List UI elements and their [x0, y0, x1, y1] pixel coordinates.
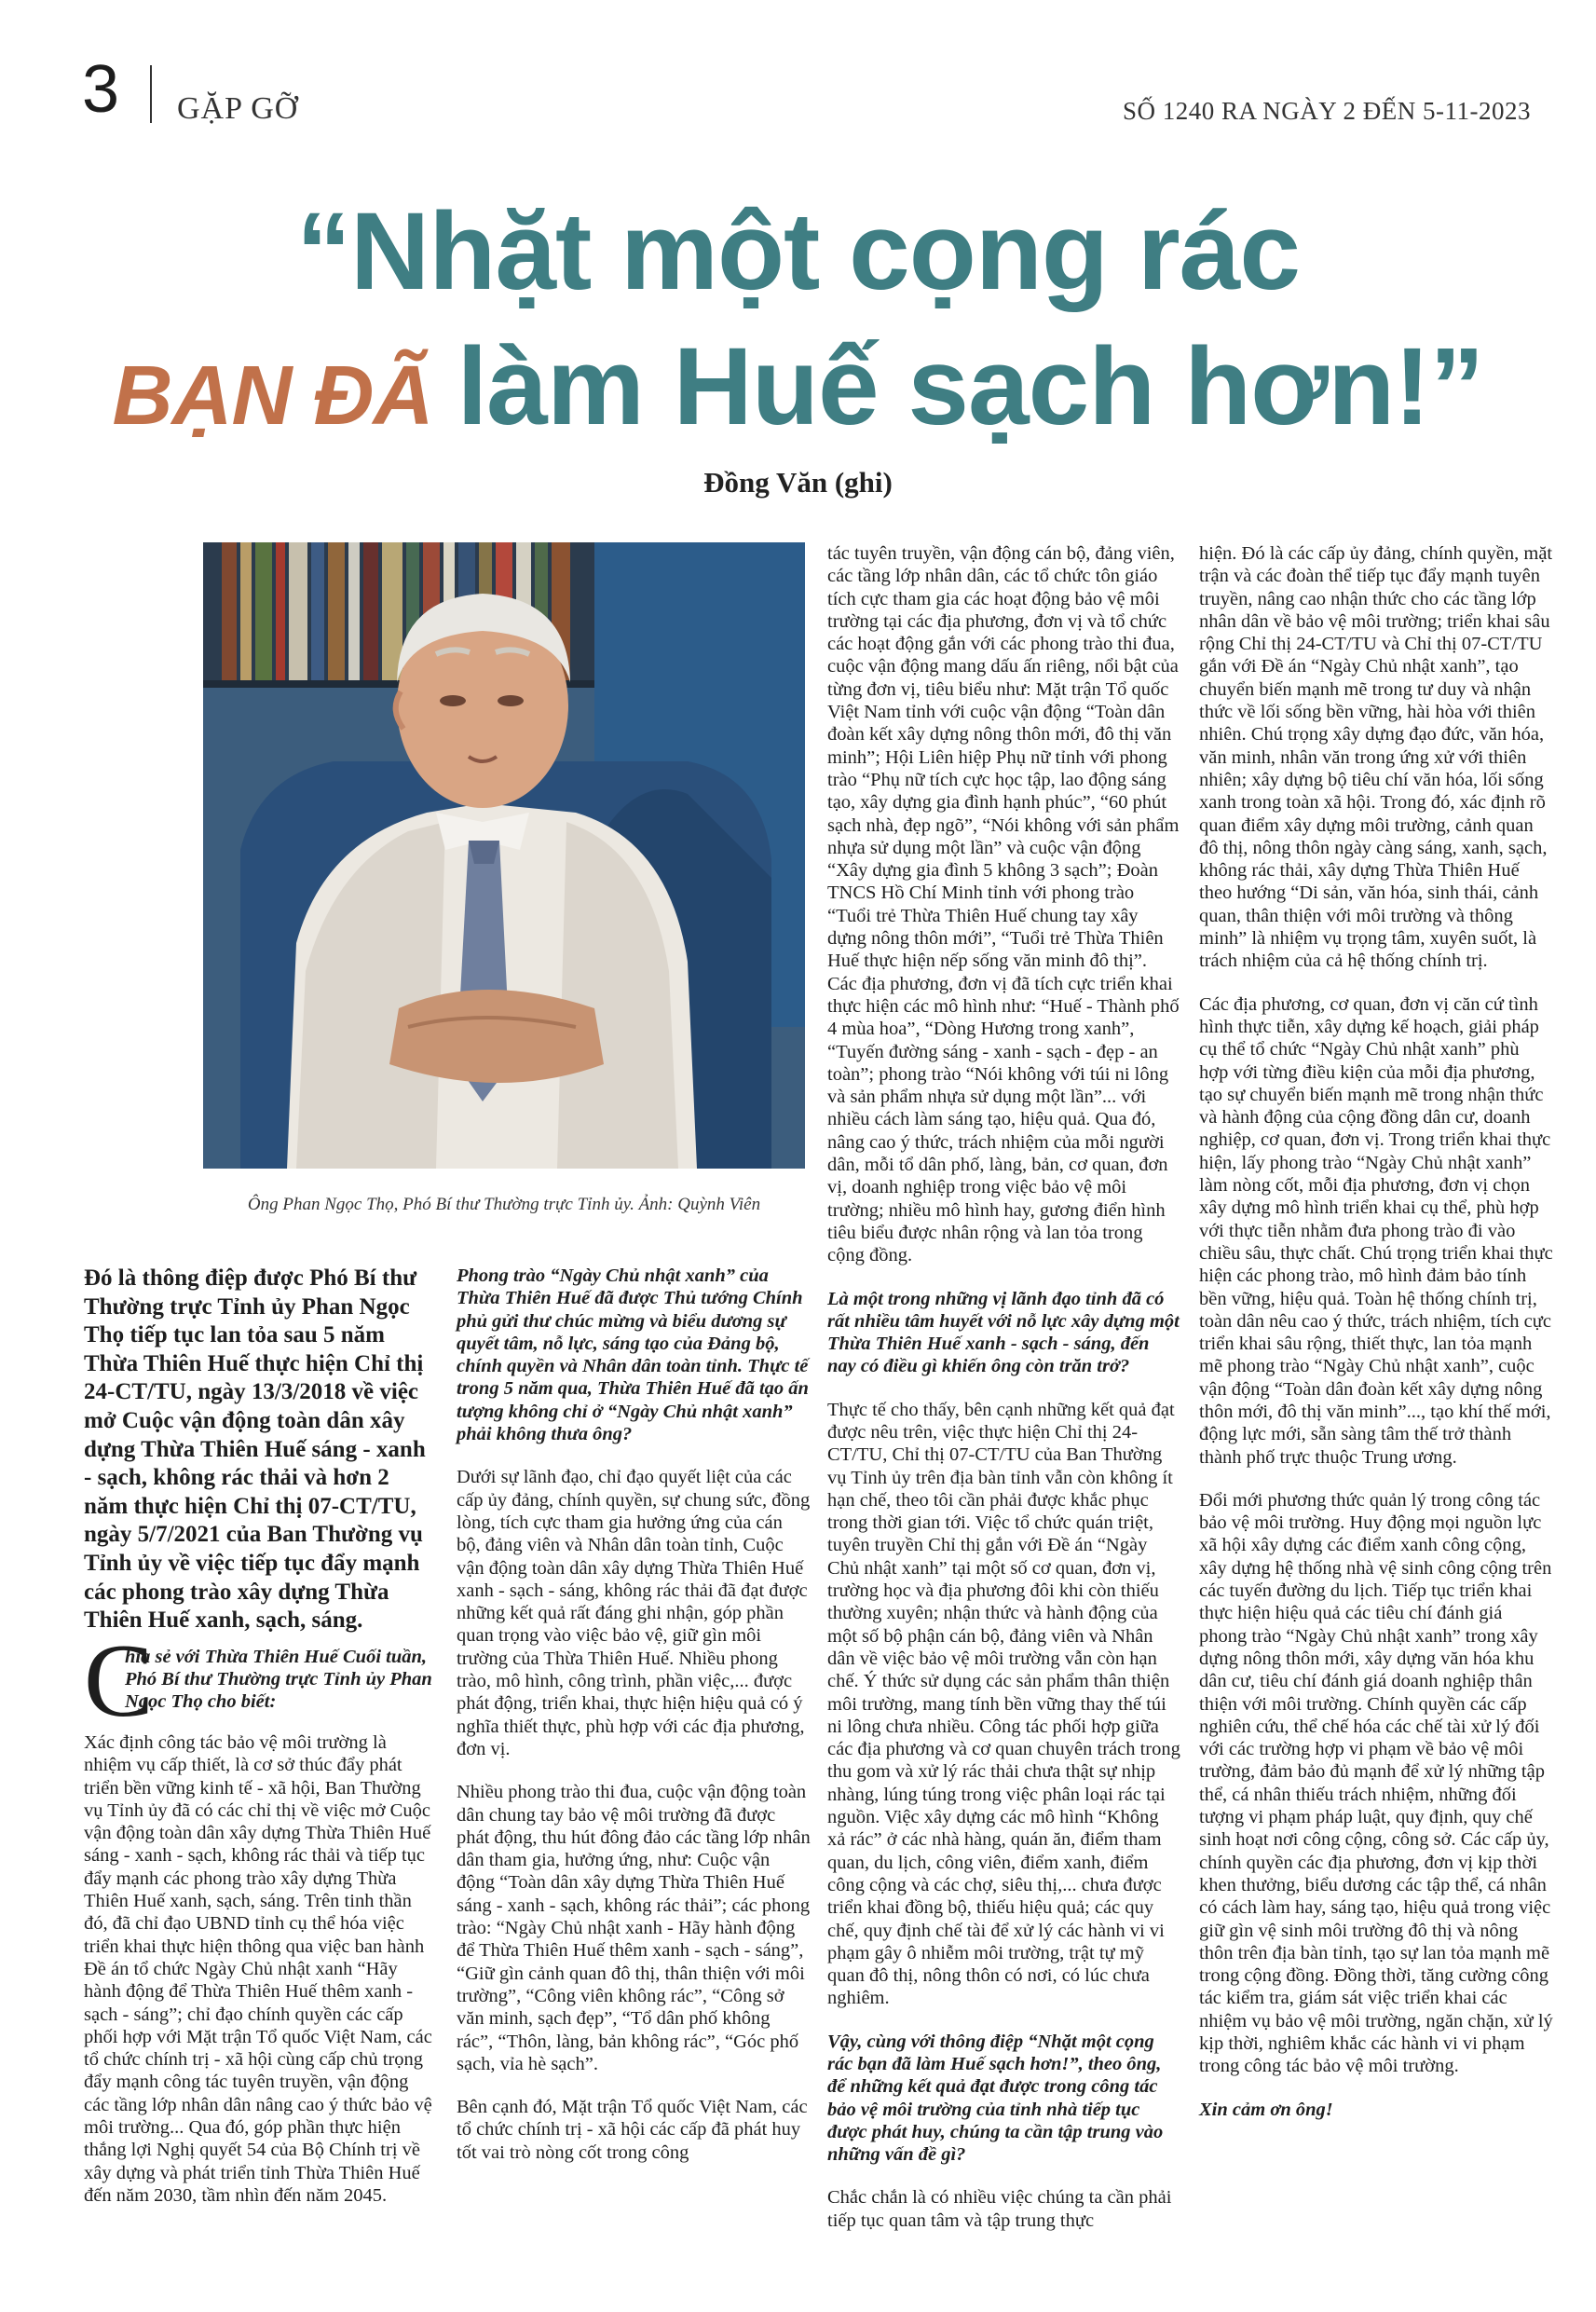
interview-question: Là một trong những vị lãnh đạo tỉnh đã có rất nhiều tâm huyết với nỗ lực xây dựng một Thừa Thiên Huế xanh - sạch - sáng, đến nay có điều gì khiến ông còn trăn trở?: [827, 1288, 1180, 1377]
interview-question: Phong trào “Ngày Chủ nhật xanh” của Thừa Thiên Huế đã được Thủ tướng Chính phủ gửi thư chúc mừng và biểu dương sự quyết tâm, nỗ lực, sáng tạo của Đảng bộ, chính quyền và Nhân dân toàn tỉnh. Thực tế trong 5 năm qua, Thừa Thiên Huế đã tạo ấn tượng không chỉ ở “Ngày Chủ nhật xanh” phải không thưa ông?: [457, 1265, 809, 1445]
closing-thanks: Xin cảm ơn ông!: [1199, 2099, 1333, 2120]
headline-accent: BẠN ĐÃ: [112, 349, 433, 443]
body-paragraph: Đổi mới phương thức quản lý trong công tác bảo vệ môi trường. Huy động mọi nguồn lực xã hội xây dựng các điểm xanh công cộng, xây dựng hệ thống nhà vệ sinh công cộng trên các tuyến đường du lịch. Tiếp tục triển khai thực hiện hiệu quả các tiêu chí đánh giá phong trào “Ngày Chủ nhật xanh” trong xây dựng nông thôn mới, xây dựng văn hóa khu dân cư, tiêu chí đánh giá doanh nghiệp thân thiện với môi trường. Chính quyền các cấp nghiên cứu, thể chế hóa các chế tài xử lý đối với các trường hợp vi phạm về bảo vệ môi trường, đảm bảo đủ mạnh để xử lý những tập thể, cá nhân thiếu trách nhiệm, những đối tượng vi phạm pháp luật, quy định, quy chế sinh hoạt nơi công cộng, công sở. Các cấp ủy, chính quyền các địa phương, đơn vị kịp thời khen thưởng, biểu dương các tập thể, cá nhân có cách làm hay, sáng tạo, hiệu quả trong việc giữ gìn vệ sinh môi trường đô thị và nông thôn trên địa bàn tỉnh, tạo sự lan tỏa mạnh mẽ trong cộng đồng. Đồng thời, tăng cường công tác kiểm tra, giám sát việc triển khai các nhiệm vụ bảo vệ môi trường, ngăn chặn, xử lý kịp thời, nghiêm khắc các hành vi vi phạm trong công tác bảo vệ môi trường.: [1199, 1489, 1553, 2077]
intro-text: hia sẻ với Thừa Thiên Huế Cuối tuần, Phó Bí thư Thường trực Tỉnh ủy Phan Ngọc Thọ cho biết:: [125, 1647, 432, 1712]
body-paragraph: Xác định công tác bảo vệ môi trường là nhiệm vụ cấp thiết, là cơ sở thúc đẩy phát triển bền vững kinh tế - xã hội, Ban Thường vụ Tỉnh ủy đã có các chỉ thị về việc mở Cuộc vận động toàn dân xây dựng Thừa Thiên Huế sáng - xanh - sạch, không rác thải và tiếp tục đẩy mạnh các phong trào xây dựng Thừa Thiên Huế xanh, sạch, sáng. Trên tinh thần đó, đã chỉ đạo UBND tỉnh cụ thể hóa việc triển khai thực hiện thông qua việc ban hành Đề án tổ chức Ngày Chủ nhật xanh “Hãy hành động để Thừa Thiên Huế thêm xanh - sạch - sáng”; chỉ đạo chính quyền các cấp phối hợp với Mặt trận Tổ quốc Việt Nam, các tổ chức chính trị - xã hội cùng cấp chủ trọng đẩy mạnh công tác tuyên truyền, vận động các tầng lớp nhân dân nâng cao ý thức bảo vệ môi trường... Qua đó, góp phần thực hiện thắng lợi Nghị quyết 54 của Bộ Chính trị về xây dựng và phát triển tỉnh Thừa Thiên Huế đến năm 2030, tầm nhìn đến năm 2045.: [84, 1732, 432, 2206]
body-paragraph: Nhiều phong trào thi đua, cuộc vận động toàn dân chung tay bảo vệ môi trường đã được phát động, thu hút đông đảo các tầng lớp nhân dân tham gia, hưởng ứng, như: Cuộc vận động “Toàn dân xây dựng Thừa Thiên Huế sáng - xanh - sạch, không rác thải”; các phong trào: “Ngày Chủ nhật xanh - Hãy hành động để Thừa Thiên Huế thêm xanh - sạch - sáng”, “Giữ gìn cảnh quan đô thị, thân thiện với môi trường”, “Công viên không rác”, “Công sở văn minh, sạch đẹp”, “Tổ dân phố không rác”, “Thôn, làng, bản không rác”, “Góc phố sạch, vỉa hè sạch”.: [457, 1782, 811, 2074]
column-1: [84, 1731, 438, 2227]
photo-caption: Ông Phan Ngọc Thọ, Phó Bí thư Thường trực Tỉnh ủy. Ảnh: Quỳnh Viên: [247, 1195, 761, 1214]
headline-line-1: “Nhặt một cọng rác: [296, 190, 1300, 313]
body-paragraph: Dưới sự lãnh đạo, chỉ đạo quyết liệt của các cấp ủy đảng, chính quyền, sự chung sức, đồng lòng, tích cực tham gia hưởng ứng của cán bộ, đảng viên và Nhân dân toàn tỉnh, Cuộc vận động toàn dân xây dựng Thừa Thiên Huế xanh - sạch - sáng, không rác thải đã đạt được những kết quả rất đáng ghi nhận, góp phần quan trọng vào việc bảo vệ, giữ gìn môi trường của Thừa Thiên Huế. Nhiều phong trào, mô hình, công trình, phần việc,... được phát động, triển khai, thực hiện hiệu quả có ý nghĩa thiết thực, phù hợp với các địa phương, đơn vị.: [457, 1467, 811, 1759]
headline-line-2: [0, 321, 1596, 461]
portrait-photo: [203, 542, 805, 1169]
section-name: GẶP GỠ: [177, 91, 299, 126]
header-divider: [150, 65, 152, 123]
column-3: [827, 542, 1181, 2252]
body-paragraph: Bên cạnh đó, Mặt trận Tổ quốc Việt Nam, các tổ chức chính trị - xã hội các cấp đã phát huy tốt vai trò nòng cốt trong công: [457, 2097, 808, 2163]
body-paragraph: hiện. Đó là các cấp ủy đảng, chính quyền, mặt trận và các đoàn thể tiếp tục đẩy mạnh tuyên truyền, nâng cao nhận thức cho các tầng lớp nhân dân về bảo vệ môi trường; triển khai sâu rộng Chỉ thị 24-CT/TU và Chỉ thị 07-CT/TU gắn với Đề án “Ngày Chủ nhật xanh”, tạo chuyển biến mạnh mẽ trong tư duy và nhận thức về lối sống bền vững, hài hòa với thiên nhiên. Chú trọng xây dựng đạo đức, văn hóa, văn minh, nhân văn trong ứng xử với thiên nhiên; xây dựng bộ tiêu chí văn hóa, lối sống xanh trong toàn xã hội. Trong đó, xác định rõ quan điểm xây dựng môi trường, cảnh quan đô thị, nông thôn ngày càng sáng, xanh, sạch, không rác thải, xây dựng Thừa Thiên Huế theo hướng “Di sản, văn hóa, sinh thái, cảnh quan, thân thiện với môi trường và thông minh” là nhiệm vụ trọng tâm, xuyên suốt, là trách nhiệm của cả hệ thống chính trị.: [1199, 543, 1553, 972]
issue-info: SỐ 1240 RA NGÀY 2 ĐẾN 5-11-2023: [1123, 97, 1531, 125]
body-paragraph: Chắc chắn là có nhiều việc chúng ta cần phải tiếp tục quan tâm và tập trung thực: [827, 2187, 1172, 2231]
lead-paragraph: Đó là thông điệp được Phó Bí thư Thường trực Tỉnh ủy Phan Ngọc Thọ tiếp tục lan tỏa sau 5 năm Thừa Thiên Huế thực hiện Chỉ thị 24-CT/TU, ngày 13/3/2018 về việc mở Cuộc vận động toàn dân xây dựng Thừa Thiên Huế sáng - xanh - sạch, không rác thải và hơn 2 năm thực hiện Chỉ thị 07-CT/TU, ngày 5/7/2021 của Ban Thường vụ Tỉnh ủy về việc tiếp tục đẩy mạnh các phong trào xây dựng Thừa Thiên Huế xanh, sạch, sáng.: [84, 1265, 426, 1634]
interview-question: Vậy, cùng với thông điệp “Nhặt một cọng rác bạn đã làm Huế sạch hơn!”, theo ông, để những kết quả đạt được trong công tác bảo vệ môi trường của tỉnh nhà tiếp tục được phát huy, chúng ta cần tập trung vào những vấn đề gì?: [827, 2031, 1164, 2166]
headline-line-2-text: làm Huế sạch hơn!”: [457, 325, 1484, 448]
body-paragraph: tác tuyên truyền, vận động cán bộ, đảng viên, các tầng lớp nhân dân, các tổ chức tôn giáo tích cực tham gia các hoạt động bảo vệ môi trường tại các địa phương, đơn vị và tổ chức các hoạt động gắn với các phong trào thi đua, cuộc vận động mang dấu ấn riêng, nổi bật của từng đơn vị, tiêu biểu như: Mặt trận Tổ quốc Việt Nam tỉnh với cuộc vận động “Toàn dân đoàn kết xây dựng nông thôn mới, đô thị văn minh”; Hội Liên hiệp Phụ nữ tỉnh với phong trào “Phụ nữ tích cực học tập, lao động sáng tạo, xây dựng gia đình hạnh phúc”, “60 phút sạch nhà, đẹp ngõ”, “Nói không với sản phẩm nhựa sử dụng một lần” và cuộc vận động “Xây dựng gia đình 5 không 3 sạch”; Đoàn TNCS Hồ Chí Minh tỉnh với phong trào “Tuổi trẻ Thừa Thiên Huế chung tay xây dựng nông thôn mới”, “Tuổi trẻ Thừa Thiên Huế thực hiện nếp sống văn minh đô thị”. Các địa phương, đơn vị đã tích cực triển khai thực hiện các mô hình như: “Huế - Thành phố 4 mùa hoa”, “Dòng Hương trong xanh”, “Tuyến đường sáng - xanh - sạch - đẹp - an toàn”; phong trào “Nói không với túi ni lông và sản phẩm nhựa sử dụng một lần”... với nhiều cách làm sáng tạo, hiệu quả. Qua đó, nâng cao ý thức, trách nhiệm của mỗi người dân, mỗi tổ dân phố, làng, bản, cơ quan, đơn vị, doanh nghiệp trong việc bảo vệ môi trường; nhiều mô hình hay, gương điển hình tiêu biểu được nhân rộng và lan tỏa trong cộng đồng.: [827, 543, 1180, 1266]
byline: Đồng Văn (ghi): [703, 466, 893, 499]
page-number: 3: [82, 52, 120, 127]
intro: [84, 1623, 438, 1739]
body-paragraph: Các địa phương, cơ quan, đơn vị căn cứ tình hình thực tiễn, xây dựng kế hoạch, giải pháp cụ thể tổ chức “Ngày Chủ nhật xanh” phù hợp với từng điều kiện của mỗi địa phương, tạo sự chuyển biến mạnh mẽ trong nhận thức và hành động của cộng đồng dân cư, doanh nghiệp, cơ quan, đơn vị. Trong triển khai thực hiện, lấy phong trào “Ngày Chủ nhật xanh” làm nòng cốt, mỗi địa phương, đơn vị chọn xây dựng mô hình triển khai cụ thể, phù hợp với thực tiễn nhằm đưa phong trào đi vào chiều sâu, thực chất. Chú trọng triển khai thực hiện các phong trào, mô hình đảm bảo tính bền vững, hiệu quả. Toàn hệ thống chính trị, toàn dân nêu cao ý thức, trách nhiệm, tích cực triển khai sâu rộng, thiết thực, lan tỏa mạnh mẽ phong trào “Ngày Chủ nhật xanh”, cuộc vận động “Toàn dân đoàn kết xây dựng nông thôn mới, đô thị văn minh”..., tạo khí thế mới, động lực mới, sẵn sàng tâm thế trở thành thành phố trực thuộc Trung ương.: [1199, 993, 1553, 1468]
column-4: [1199, 542, 1553, 2141]
body-paragraph: Thực tế cho thấy, bên cạnh những kết quả đạt được nêu trên, việc thực hiện Chỉ thị 24-CT/TU, Chỉ thị 07-CT/TU của Ban Thường vụ Tỉnh ủy trên địa bàn tỉnh vẫn còn không ít hạn chế, theo tôi cần phải được khắc phục trong thời gian tới. Việc tổ chức quán triệt, tuyên truyền Chỉ thị gắn với Đề án “Ngày Chủ nhật xanh” tại một số cơ quan, đơn vị, trường học và địa phương đôi khi còn thiếu thường xuyên; nhận thức và hành động của một số bộ phận cán bộ, đảng viên và Nhân dân về việc bảo vệ môi trường vẫn còn hạn chế. Ý thức sử dụng các sản phẩm thân thiện môi trường, mang tính bền vững thay thế túi ni lông chưa nhiều. Công tác phối hợp giữa các địa phương và cơ quan chuyên trách trong thu gom và xử lý rác thải chưa thật sự nhịp nhàng, lúng túng trong việc phân loại rác tại nguồn. Việc xây dựng các mô hình “Không xả rác” ở các nhà hàng, quán ăn, điểm tham quan, du lịch, công viên, điểm xanh, điểm công cộng và các chợ, siêu thị,... chưa được triển khai đồng bộ, thiếu hiệu quả; các quy chế, quy định chế tài để xử lý các hành vi vi phạm gây ô nhiễm môi trường, trật tự mỹ quan đô thị, nông thôn có nơi, có lúc chưa nghiêm.: [827, 1399, 1180, 2009]
drop-cap: C: [84, 1623, 154, 1739]
column-2: [457, 1265, 811, 2184]
